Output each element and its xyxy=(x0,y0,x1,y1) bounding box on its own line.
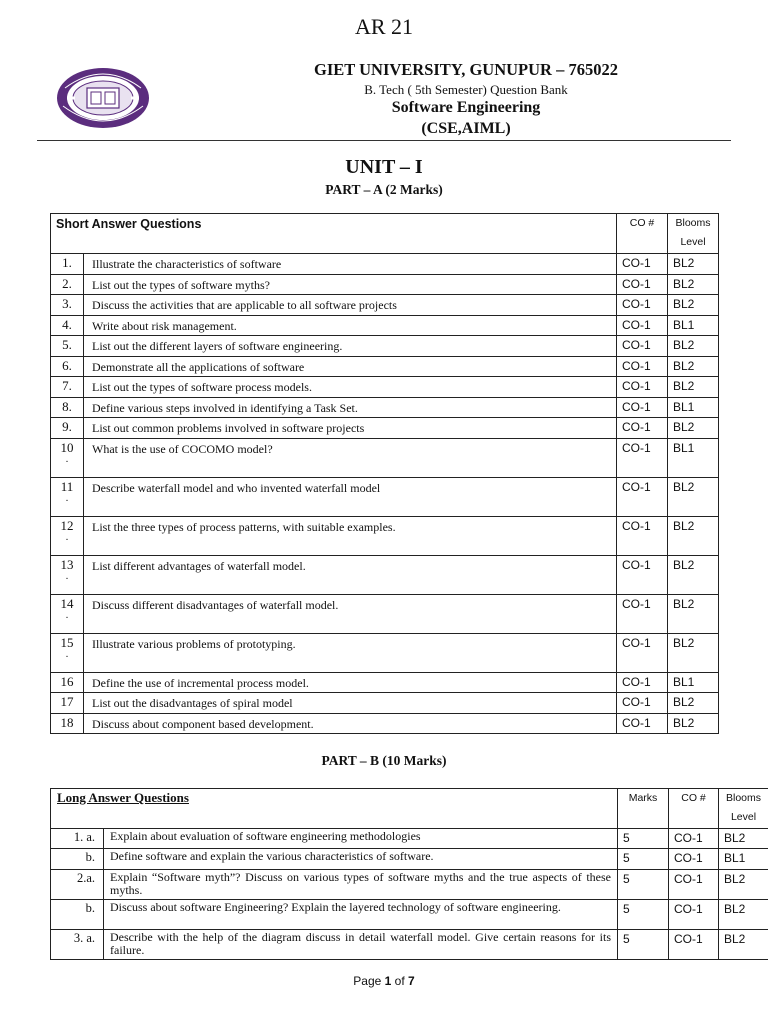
question-number: b. xyxy=(51,900,104,930)
question-text xyxy=(84,315,617,336)
question-text-text: List out the disadvantages of spiral model xyxy=(92,696,293,710)
marks: 5 xyxy=(618,900,669,930)
table-row xyxy=(51,356,719,377)
course-outcome-text: CO-1 xyxy=(622,479,651,494)
question-text xyxy=(84,295,617,316)
question-number xyxy=(51,672,84,693)
marks-header: Marks xyxy=(618,789,669,829)
question-text xyxy=(84,477,617,516)
table-row xyxy=(51,693,719,714)
blooms-level-text: BL1 xyxy=(673,440,695,455)
course-outcome xyxy=(617,713,668,734)
blooms-level xyxy=(668,438,719,477)
question-text-text: List out the types of software myths? xyxy=(92,277,270,292)
course-outcome xyxy=(617,438,668,477)
question-number xyxy=(51,555,84,594)
question-number-text: 17 xyxy=(60,694,74,709)
question-number-text: 10 xyxy=(60,439,74,455)
course-outcome-text: CO-1 xyxy=(622,256,651,270)
course-outcome-text: CO-1 xyxy=(622,518,651,533)
question-text-text: List the three types of process patterns, with suitable examples. xyxy=(92,519,396,534)
question-text: Define software and explain the various characteristics of software. xyxy=(104,849,618,870)
question-number xyxy=(51,377,84,398)
blooms-level xyxy=(668,356,719,377)
blooms-level xyxy=(668,254,719,275)
question-number-text: 16 xyxy=(60,673,74,689)
course-outcome: CO-1 xyxy=(669,829,719,849)
course-outcome xyxy=(617,315,668,336)
blooms-level: BL2 xyxy=(719,930,768,960)
table-row xyxy=(51,594,719,633)
blooms-level-text: BL2 xyxy=(673,596,695,611)
document-code: AR 21 xyxy=(354,14,414,39)
blooms-level-text: BL2 xyxy=(673,297,695,311)
question-text xyxy=(84,594,617,633)
question-text-text: List out the different layers of software engineering. xyxy=(92,339,343,353)
question-text: Explain “Software myth”? Discuss on various types of software myths and the true aspects of these myths. xyxy=(104,870,618,900)
course-outcome xyxy=(617,516,668,555)
question-text xyxy=(84,555,617,594)
marks: 5 xyxy=(618,849,669,870)
question-number: 3. a. xyxy=(51,930,104,960)
table-row xyxy=(51,295,719,316)
question-number-text: 12 xyxy=(60,517,74,533)
question-number-text: 5. xyxy=(62,337,72,352)
question-number-text: 1. xyxy=(62,255,72,270)
footer-prefix: Page xyxy=(353,974,385,988)
blooms-level-text: BL2 xyxy=(673,276,695,291)
question-text-text: Define the use of incremental process model. xyxy=(92,675,309,690)
blooms-level-text: BL2 xyxy=(673,635,695,650)
subject-title: Software Engineering xyxy=(391,99,541,116)
blooms-level-text: BL2 xyxy=(673,420,695,434)
table-row xyxy=(51,516,719,555)
question-text xyxy=(84,274,617,295)
page-number: 1 xyxy=(384,974,392,988)
question-text xyxy=(84,356,617,377)
table-row xyxy=(51,477,719,516)
question-text-text: Write about risk management. xyxy=(92,318,237,333)
question-text-text: List out the types of software process models. xyxy=(92,380,312,394)
blooms-level-text: BL1 xyxy=(673,674,695,689)
co-header: CO # xyxy=(669,789,719,829)
question-number-text: 7. xyxy=(62,378,72,393)
question-text xyxy=(84,713,617,734)
co-header: CO # xyxy=(617,214,668,254)
question-text: Describe with the help of the diagram discuss in detail waterfall model. Give certain reasons for its failure. xyxy=(104,930,618,960)
course-outcome xyxy=(617,555,668,594)
question-number xyxy=(51,516,84,555)
table-row xyxy=(51,438,719,477)
course-outcome-text: CO-1 xyxy=(622,596,651,611)
question-number-text: 4. xyxy=(62,316,72,332)
blooms-level xyxy=(668,377,719,398)
question-number: 1. a. xyxy=(51,829,104,849)
question-text-text: List different advantages of waterfall model. xyxy=(92,558,306,573)
blooms-level xyxy=(668,418,719,439)
question-number xyxy=(51,254,84,275)
course-outcome: CO-1 xyxy=(669,870,719,900)
blooms-level: BL2 xyxy=(719,829,768,849)
blooms-level-text: BL2 xyxy=(673,518,695,533)
question-number-text: 13 xyxy=(60,556,74,572)
question-text xyxy=(84,438,617,477)
marks: 5 xyxy=(618,870,669,900)
question-number-text: 3. xyxy=(62,296,72,311)
course-outcome-text: CO-1 xyxy=(622,379,651,393)
course-outcome xyxy=(617,295,668,316)
question-text-text: List out common problems involved in software projects xyxy=(92,421,365,435)
table-row xyxy=(51,274,719,295)
course-outcome-text: CO-1 xyxy=(622,420,651,434)
blooms-level xyxy=(668,315,719,336)
question-number-text: 11 xyxy=(60,478,74,494)
course-outcome xyxy=(617,377,668,398)
university-name: GIET UNIVERSITY, GUNUPUR – 765022 xyxy=(314,60,618,79)
course-outcome xyxy=(617,672,668,693)
number-period: . xyxy=(65,648,69,660)
question-text-text: What is the use of COCOMO model? xyxy=(92,441,273,456)
table-row xyxy=(51,829,768,849)
question-number xyxy=(51,336,84,357)
blooms-level xyxy=(668,633,719,672)
question-text xyxy=(84,516,617,555)
part-b-title: PART – B (10 Marks) xyxy=(321,753,447,768)
blooms-level xyxy=(668,713,719,734)
blooms-level-text: BL2 xyxy=(673,479,695,494)
question-number xyxy=(51,594,84,633)
blooms-level-text: BL2 xyxy=(673,557,695,572)
short-answer-table xyxy=(50,213,719,734)
blooms-level-text: BL1 xyxy=(673,317,695,332)
blooms-header: Blooms Level xyxy=(668,214,719,254)
course-outcome-text: CO-1 xyxy=(622,399,651,414)
question-text-text: Discuss the activities that are applicable to all software projects xyxy=(92,298,397,312)
course-outcome xyxy=(617,594,668,633)
blooms-level xyxy=(668,693,719,714)
number-period: . xyxy=(65,492,69,504)
question-number-text: 15 xyxy=(60,634,74,650)
question-text: Discuss about software Engineering? Explain the layered technology of software engineering. xyxy=(104,900,618,930)
blooms-level xyxy=(668,477,719,516)
blooms-level xyxy=(668,672,719,693)
marks: 5 xyxy=(618,829,669,849)
blooms-level-text: BL1 xyxy=(673,399,695,414)
question-text: Explain about evaluation of software engineering methodologies xyxy=(104,829,618,849)
course-outcome: CO-1 xyxy=(669,900,719,930)
table-row xyxy=(51,930,768,960)
table-row xyxy=(51,672,719,693)
table-row xyxy=(51,336,719,357)
table-row xyxy=(51,713,719,734)
course-outcome-text: CO-1 xyxy=(622,338,651,352)
course-outcome-text: CO-1 xyxy=(622,276,651,291)
blooms-level-text: BL2 xyxy=(673,338,695,352)
question-number: 2.a. xyxy=(51,870,104,900)
number-period: . xyxy=(65,570,69,582)
question-number xyxy=(51,295,84,316)
semester-line: B. Tech ( 5th Semester) Question Bank xyxy=(364,82,568,97)
course-outcome: CO-1 xyxy=(669,930,719,960)
blooms-level: BL2 xyxy=(719,870,768,900)
short-answer-header: Short Answer Questions xyxy=(51,214,617,254)
blooms-level: BL2 xyxy=(719,900,768,930)
blooms-level xyxy=(668,516,719,555)
question-text xyxy=(84,633,617,672)
question-text xyxy=(84,397,617,418)
number-period: . xyxy=(65,609,69,621)
blooms-level-text: BL2 xyxy=(673,358,695,373)
part-a-title: PART – A (2 Marks) xyxy=(325,182,443,197)
blooms-level xyxy=(668,555,719,594)
course-outcome xyxy=(617,336,668,357)
course-outcome-text: CO-1 xyxy=(622,557,651,572)
course-outcome-text: CO-1 xyxy=(622,715,651,730)
course-outcome xyxy=(617,477,668,516)
table-row xyxy=(51,900,768,930)
question-number-text: 2. xyxy=(62,275,72,291)
blooms-level: BL1 xyxy=(719,849,768,870)
course-outcome xyxy=(617,633,668,672)
course-outcome xyxy=(617,254,668,275)
question-text-text: Discuss different disadvantages of waterfall model. xyxy=(92,597,339,612)
blooms-level xyxy=(668,295,719,316)
question-number-text: 18 xyxy=(60,714,74,730)
number-period: . xyxy=(65,531,69,543)
blooms-level-text: BL2 xyxy=(673,695,695,709)
table-row xyxy=(51,254,719,275)
blooms-header: Blooms Level xyxy=(719,789,768,829)
course-outcome xyxy=(617,397,668,418)
question-number xyxy=(51,274,84,295)
question-number: b. xyxy=(51,849,104,870)
branch-line: (CSE,AIML) xyxy=(421,120,511,137)
question-number-text: 14 xyxy=(60,595,74,611)
table-row xyxy=(51,633,719,672)
number-period: . xyxy=(65,453,69,465)
course-outcome-text: CO-1 xyxy=(622,358,651,373)
question-number xyxy=(51,477,84,516)
course-outcome xyxy=(617,418,668,439)
blooms-level xyxy=(668,336,719,357)
table-row xyxy=(51,418,719,439)
question-number xyxy=(51,356,84,377)
blooms-level-text: BL2 xyxy=(673,715,695,730)
table-header-row xyxy=(51,214,719,254)
long-answer-header: Long Answer Questions xyxy=(51,789,618,829)
question-text xyxy=(84,672,617,693)
question-number xyxy=(51,438,84,477)
question-text-text: Discuss about component based development. xyxy=(92,716,314,731)
question-text xyxy=(84,693,617,714)
question-number xyxy=(51,397,84,418)
table-row xyxy=(51,849,768,870)
page-total: 7 xyxy=(408,974,415,988)
course-outcome xyxy=(617,693,668,714)
question-number-text: 6. xyxy=(62,357,72,373)
course-outcome-text: CO-1 xyxy=(622,635,651,650)
question-number xyxy=(51,713,84,734)
table-row xyxy=(51,555,719,594)
blooms-level xyxy=(668,397,719,418)
table-row xyxy=(51,377,719,398)
blooms-level-text: BL2 xyxy=(673,256,695,270)
question-number xyxy=(51,693,84,714)
question-text xyxy=(84,254,617,275)
course-outcome-text: CO-1 xyxy=(622,674,651,689)
course-outcome-text: CO-1 xyxy=(622,695,651,709)
unit-title: UNIT – I xyxy=(345,156,423,178)
table-row xyxy=(51,315,719,336)
course-outcome xyxy=(617,274,668,295)
question-number-text: 8. xyxy=(62,398,72,414)
course-outcome-text: CO-1 xyxy=(622,317,651,332)
question-text xyxy=(84,377,617,398)
question-number-text: 9. xyxy=(62,419,72,434)
course-outcome-text: CO-1 xyxy=(622,440,651,455)
page-footer xyxy=(0,974,768,988)
question-text-text: Illustrate the characteristics of software xyxy=(92,257,282,271)
table-row xyxy=(51,870,768,900)
footer-middle: of xyxy=(391,974,409,988)
blooms-level xyxy=(668,274,719,295)
course-outcome-text: CO-1 xyxy=(622,297,651,311)
course-outcome xyxy=(617,356,668,377)
question-number xyxy=(51,418,84,439)
blooms-level xyxy=(668,594,719,633)
question-text-text: Demonstrate all the applications of software xyxy=(92,359,305,374)
question-number xyxy=(51,633,84,672)
table-row xyxy=(51,397,719,418)
question-number xyxy=(51,315,84,336)
question-text-text: Describe waterfall model and who invented waterfall model xyxy=(92,480,381,495)
header-divider xyxy=(37,140,731,141)
question-text-text: Define various steps involved in identifying a Task Set. xyxy=(92,400,358,415)
university-logo xyxy=(55,66,151,130)
course-outcome: CO-1 xyxy=(669,849,719,870)
long-answer-table xyxy=(50,788,768,960)
table-header-row xyxy=(51,789,768,829)
question-text xyxy=(84,418,617,439)
question-text xyxy=(84,336,617,357)
marks: 5 xyxy=(618,930,669,960)
question-text-text: Illustrate various problems of prototyping. xyxy=(92,636,296,651)
blooms-level-text: BL2 xyxy=(673,379,695,393)
